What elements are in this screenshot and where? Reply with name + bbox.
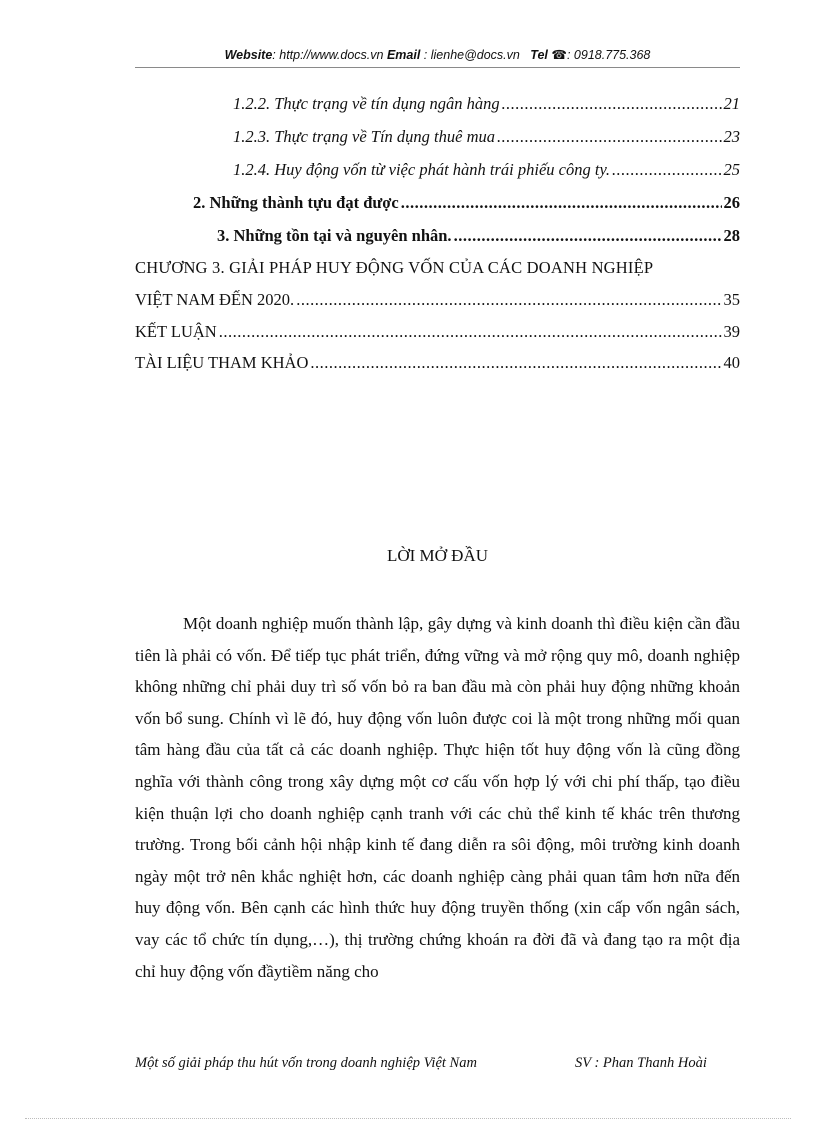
toc-leader <box>296 290 721 310</box>
toc-leader <box>310 353 721 373</box>
toc-entry-text: 1.2.3. Thực trạng về Tín dụng thuê mua <box>233 127 495 146</box>
toc-leader <box>219 322 722 342</box>
toc-leader <box>454 226 722 246</box>
page-header <box>135 47 740 62</box>
intro-paragraph <box>135 608 740 987</box>
website-value: : http://www.docs.vn <box>272 48 384 62</box>
footer-title: Một số giải pháp thu hút vốn trong doanh nghiệp Việt Nam <box>135 1055 477 1071</box>
tel-value: : 0918.775.368 <box>566 48 651 62</box>
email-value: : lienhe@docs.vn <box>420 48 520 62</box>
toc-page-number: 25 <box>723 160 740 179</box>
toc-leader <box>612 160 722 180</box>
toc-page-number: 21 <box>723 94 740 113</box>
toc-page-number: 39 <box>723 322 740 341</box>
toc-leader <box>401 193 722 213</box>
toc-page-number: 23 <box>723 127 740 146</box>
page-bottom-border <box>25 1118 791 1119</box>
toc-page-number: 35 <box>723 290 740 309</box>
toc-entry-text: 2. Những thành tựu đạt được <box>193 193 399 212</box>
toc-chapter3-line1: CHƯƠNG 3. GIẢI PHÁP HUY ĐỘNG VỐN CỦA CÁC DOANH NGHIỆP <box>135 258 654 277</box>
toc-page-number: 28 <box>723 226 740 245</box>
toc-entry <box>135 193 740 217</box>
toc-page-number: 40 <box>723 353 740 372</box>
toc-page-number: 26 <box>723 193 740 212</box>
tel-label: Tel <box>530 48 548 62</box>
toc-entry-text: 1.2.2. Thực trạng về tín dụng ngân hàng <box>233 94 500 113</box>
toc-entry-text: 3. Những tồn tại và nguyên nhân. <box>217 226 452 245</box>
toc-entry <box>135 160 740 184</box>
website-label: Website <box>224 48 273 62</box>
toc-leader <box>502 94 722 114</box>
toc-entry-text: VIỆT NAM ĐẾN 2020. <box>135 290 295 309</box>
paragraph-text: Một doanh nghiệp muốn thành lập, gây dựng và kinh doanh thì điều kiện cần đầu tiên là phải có vốn. Để tiếp tục phát triển, đứng vững và mở rộng quy mô, doanh nghiệp không những chỉ phải duy trì số vốn bỏ ra ban đầu mà còn phải huy động những khoản vốn bổ sung. Chính vì lẽ đó, huy động vốn luôn được coi là một trong những mối quan tâm hàng đầu của tất cả các doanh nghiệp. Thực hiện tốt huy động vốn là cũng đồng nghĩa với thành công trong xây dựng một cơ cấu vốn hợp lý với chi phí thấp, tạo điều kiện thuận lợi cho doanh nghiệp cạnh tranh với các chủ thể kinh tế khác trên thương trường. Trong bối cảnh hội nhập kinh tế đang diễn ra sôi động, môi trường kinh doanh ngày một trở nên khắc nghiệt hơn, các doanh nghiệp càng phải quan tâm hơn nữa đến huy động vốn. Bên cạnh các hình thức huy động truyền thống (xin cấp vốn ngân sách, vay các tổ chức tín dụng,…), thị trường chứng khoán ra đời đã và đang tạo ra một địa chỉ huy động vốn đầytiềm năng cho <box>135 614 740 981</box>
footer-author: SV : Phan Thanh Hoài <box>575 1055 707 1071</box>
toc-entry-text: 1.2.4. Huy động vốn từ việc phát hành trái phiếu công ty. <box>233 160 610 179</box>
toc-entry <box>135 322 740 346</box>
header-divider <box>135 67 740 68</box>
toc-leader <box>497 127 722 147</box>
toc-entry-text: TÀI LIỆU THAM KHẢO <box>135 353 309 372</box>
toc-entry <box>135 226 740 250</box>
toc-entry <box>135 353 740 377</box>
toc-entry <box>135 127 740 151</box>
email-label: Email <box>386 48 421 62</box>
toc-entry-text: KẾT LUẬN <box>135 322 217 341</box>
section-title: LỜI MỞ ĐẦU <box>386 546 489 565</box>
phone-icon: ☎ <box>551 48 567 62</box>
toc-entry <box>135 94 740 118</box>
toc-entry <box>135 290 740 314</box>
